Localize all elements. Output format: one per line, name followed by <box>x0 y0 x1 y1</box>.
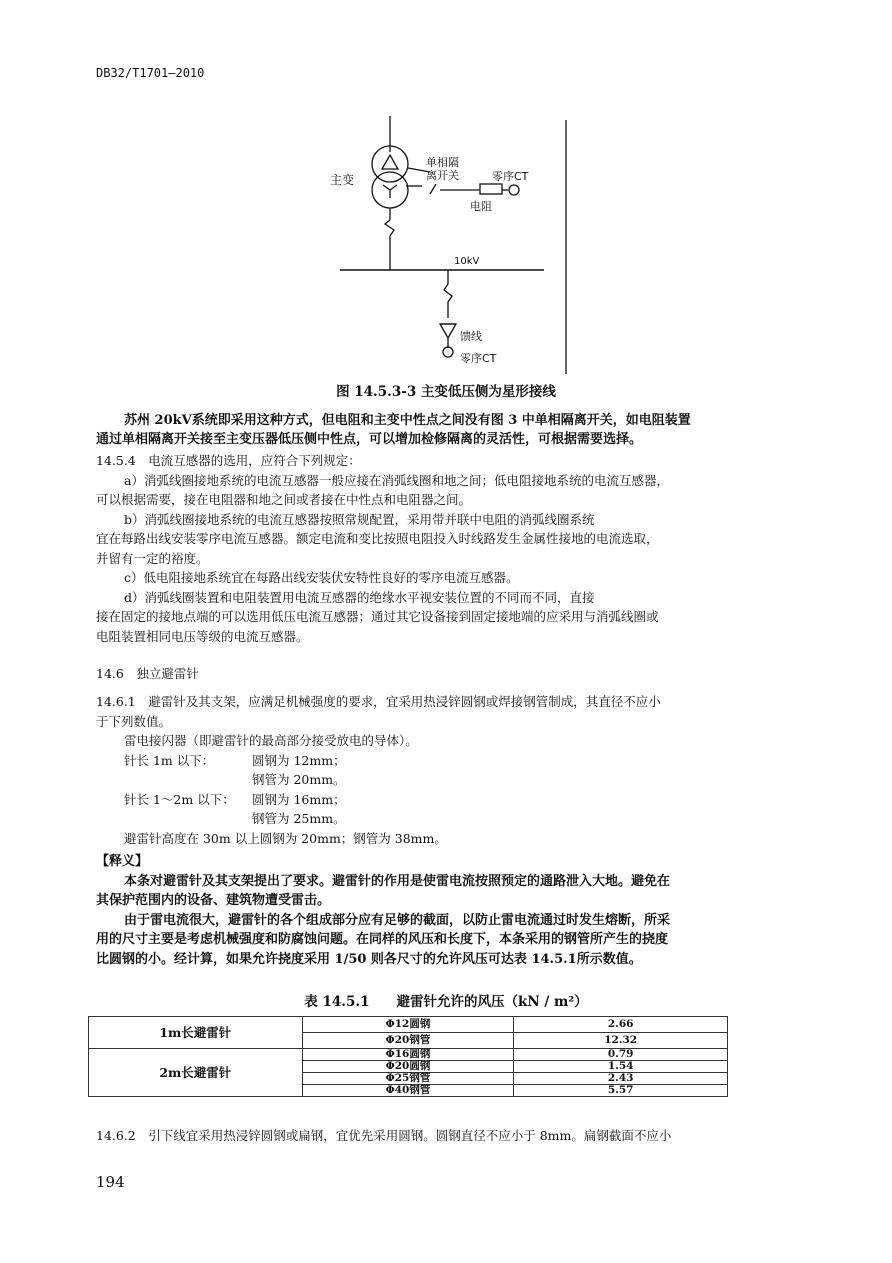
wiring-diagram <box>300 112 580 382</box>
table-row <box>89 1017 728 1033</box>
group-label-1m: 1m长避雷针 <box>89 1017 303 1049</box>
table-cell-value: 1.54 <box>514 1061 728 1073</box>
label-zero-ct: 零序CT <box>492 170 529 183</box>
document-code: DB32/T1701—2010 <box>96 66 205 80</box>
page-number: 194 <box>96 1173 125 1191</box>
s1462-line1: 14.6.2 引下线宜采用热浸锌圆钢或扁钢，宜优先采用圆钢。圆钢直径不应小于 8mm。扁钢截面不应小 <box>96 1128 672 1143</box>
c-line1: c）低电阻接地系统宜在每路出线安装伏安特性良好的零序电流互感器。 <box>124 570 519 585</box>
shiyi-title: 【释义】 <box>96 854 149 869</box>
shiyi-p2-line1: 由于雷电流很大，避雷针的各个组成部分应有足够的截面，以防止雷电流通过时发生熔断，所采 <box>124 912 671 928</box>
shiyi-p1-line2: 其保护范围内的设备、建筑物遭受雷击。 <box>96 893 331 908</box>
label-switch-line1: 单相隔 <box>426 156 459 169</box>
feeder-zero-sequence-ct-symbol <box>443 347 453 357</box>
table-cell-item: Φ20圆钢 <box>302 1061 514 1073</box>
table-cell-item: Φ40钢管 <box>302 1085 514 1097</box>
table-cell-item: Φ12圆钢 <box>302 1017 514 1033</box>
interpretation-section <box>96 852 800 969</box>
main-breaker-symbol <box>385 220 394 252</box>
s1461-line2: 于下列数值。 <box>96 713 172 729</box>
table-cell-item: Φ25钢管 <box>302 1073 514 1085</box>
s1461-line1: 14.6.1 避雷针及其支架，应满足机械强度的要求，宜采用热浸锌圆钢或焊接钢管制成，其直径不应小 <box>96 694 661 709</box>
zero-sequence-ct-symbol <box>509 185 519 195</box>
s1461-line6b: 圆钢为 16mm； <box>252 791 346 807</box>
s1461-line7: 钢管为 25mm。 <box>252 811 346 826</box>
delta-symbol <box>382 155 398 169</box>
label-feeder: 馈线 <box>460 330 482 343</box>
shiyi-p1-line1: 本条对避雷针及其支架提出了要求。避雷针的作用是使雷电流按照预定的通路泄入大地。避免在 <box>124 873 671 889</box>
b-line1: b）消弧线圈接地系统的电流互感器按照常规配置，采用带并联中电阻的消弧线圈系统 <box>124 511 595 527</box>
shiyi-p2-line3: 比圆钢的小。经计算，如果允许挠度采用 1/50 则各尺寸的允许风压可达表 14.5.1所示数值。 <box>96 951 642 967</box>
p1-line2: 通过单相隔离开关接至主变压器低压侧中性点，可以增加检修隔离的灵活性，可根据需要选择。 <box>96 431 643 447</box>
table-row <box>89 1049 728 1061</box>
d-line2: 接在固定的接地点端的可以选用低压电流互感器；通过其它设备接到固定接地端的应采用与消弧线圈或 <box>96 609 659 624</box>
label-feeder-zero-ct: 零序CT <box>460 352 497 365</box>
table-cell-value: 5.57 <box>514 1085 728 1097</box>
s1461-line6a: 针长 1～2m 以下： <box>124 791 235 807</box>
s1461-line8: 避雷针高度在 30m 以上圆钢为 20mm；钢管为 38mm。 <box>124 830 447 846</box>
d-line1: d）消弧线圈装置和电阻装置用电流互感器的绝缘水平视安装位置的不同而不同，直接 <box>124 589 595 605</box>
star-symbol <box>383 185 397 198</box>
section-14-6-title: 14.6 独立避雷针 <box>96 666 199 681</box>
s1461-line5: 钢管为 20mm。 <box>252 772 346 787</box>
s1454-title: 14.5.4 电流互感器的选用，应符合下列规定： <box>96 453 361 468</box>
table-cell-value: 2.66 <box>514 1017 728 1033</box>
group-label-2m: 2m长避雷针 <box>89 1049 303 1097</box>
section-14-5-4 <box>96 451 800 646</box>
resistor-symbol <box>480 184 502 194</box>
s1461-line4a: 针长 1m 以下： <box>124 752 215 768</box>
table-cell-value: 12.32 <box>514 1033 728 1049</box>
wind-pressure-table <box>88 1016 728 1097</box>
table-cell-value: 2.43 <box>514 1073 728 1085</box>
label-main-transformer: 主变 <box>330 173 355 187</box>
table-cell-item: Φ20钢管 <box>302 1033 514 1049</box>
table-cell-value: 0.79 <box>514 1049 728 1061</box>
d-line3: 电阻装置相同电压等级的电流互感器。 <box>96 628 309 644</box>
feeder-breaker-symbol <box>444 284 452 318</box>
table-cell-item: Φ16圆钢 <box>302 1049 514 1061</box>
p1-line1: 苏州 20kV系统即采用这种方式，但电阻和主变中性点之间没有图 3 中单相隔离开关，如电阻装置 <box>124 413 691 428</box>
shiyi-p2-line2: 用的尺寸主要是考虑机械强度和防腐蚀问题。在同样的风压和长度下，本条采用的钢管所产生的挠度 <box>96 932 669 947</box>
isolation-switch <box>430 184 436 194</box>
feeder-arrow-symbol <box>440 324 456 338</box>
s1461-line4b: 圆钢为 12mm； <box>252 752 346 768</box>
s1461-line3: 雷电接闪器（即避雷针的最高部分接受放电的导体）。 <box>124 733 418 748</box>
section-14-6-2 <box>96 1126 800 1146</box>
b-line2: 宜在每路出线安装零序电流互感器。额定电流和变比按照电阻投入时线路发生金属性接地的电流选取， <box>96 531 659 546</box>
bold-paragraph <box>96 411 800 449</box>
figure-caption: 图 14.5.3-3 主变低压侧为星形接线 <box>336 384 556 400</box>
b-line3: 并留有一定的裕度。 <box>96 550 209 566</box>
label-bus-10kv: 10kV <box>454 256 480 267</box>
a-line2: 可以根据需要，接在电阻器和地之间或者接在中性点和电阻器之间。 <box>96 492 472 507</box>
a-line1: a）消弧线圈接地系统的电流互感器一般应接在消弧线圈和地之间；低电阻接地系统的电流互感器， <box>124 472 669 488</box>
table-caption: 表 14.5.1 避雷针允许的风压（kN / m²） <box>304 994 588 1010</box>
section-14-6-1 <box>96 692 800 848</box>
label-resistor: 电阻 <box>470 200 492 213</box>
label-switch-line2: 离开关 <box>426 169 459 182</box>
